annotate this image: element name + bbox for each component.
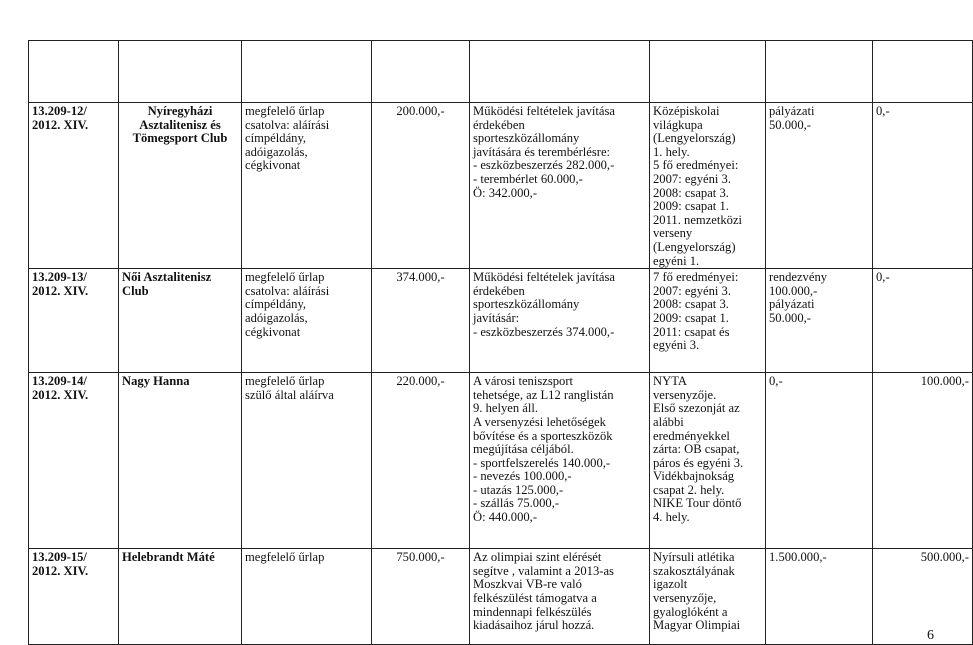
applicant-name: Női Asztalitenisz Club	[119, 269, 242, 373]
row-id: 13.209-13/ 2012. XIV.	[29, 269, 119, 373]
requested-amount: 374.000,-	[372, 269, 470, 373]
page-number: 6	[927, 628, 934, 643]
requested-amount: 200.000,-	[372, 103, 470, 269]
purpose-cell: A városi teniszsport tehetsége, az L12 ranglistán 9. helyen áll. A versenyzési lehetőségek bővítése és a sporteszközök megújítása céljából. - sportfelszerelés 140.000,- - nevezés 100.000,- - utazás 125.000,- - szállás 75.000,- Ö: 440.000,-	[470, 373, 650, 549]
documents-cell: megfelelő űrlap csatolva: aláírási címpéldány, adóigazolás, cégkivonat	[242, 103, 372, 269]
table-row	[29, 549, 973, 645]
applicant-name: Helebrandt Máté	[119, 549, 242, 645]
grant-table	[28, 40, 973, 645]
results-cell: Középiskolai világkupa (Lengyelország) 1. hely. 5 fő eredményei: 2007: egyéni 3. 2008: csapat 3. 2009: csapat 1. 2011. nemzetközi verseny (Lengyelország) egyéni 1.	[650, 103, 766, 269]
purpose-cell: Az olimpiai szint elérését segítve , valamint a 2013-as Moszkvai VB-re való felkészülést támogatva a mindennapi felkészülés kiadásaihoz járul hozzá.	[470, 549, 650, 645]
requested-amount: 220.000,-	[372, 373, 470, 549]
purpose-cell: Működési feltételek javítása érdekében sporteszközállomány javításár: - eszközbeszerzés 374.000,-	[470, 269, 650, 373]
row-id: 13.209-14/ 2012. XIV.	[29, 373, 119, 549]
support-cell: rendezvény 100.000,- pályázati 50.000,-	[766, 269, 873, 373]
support-cell: 0,-	[766, 373, 873, 549]
results-cell: Nyírsuli atlétika szakosztályának igazolt versenyzője, gyaloglóként a Magyar Olimpiai	[650, 549, 766, 645]
proposal-cell: 100.000,-	[873, 373, 973, 549]
table-row	[29, 373, 973, 549]
results-cell: NYTA versenyzője. Első szezonját az alábbi eredményekkel zárta: OB csapat, páros és egyéni 3. Vidékbajnokság csapat 2. hely. NIKE Tour döntő 4. hely.	[650, 373, 766, 549]
proposal-cell: 0,-	[873, 103, 973, 269]
support-cell: pályázati 50.000,-	[766, 103, 873, 269]
table-header-row	[29, 41, 973, 103]
table-row	[29, 269, 973, 373]
documents-cell: megfelelő űrlap	[242, 549, 372, 645]
row-id: 13.209-12/ 2012. XIV.	[29, 103, 119, 269]
requested-amount: 750.000,-	[372, 549, 470, 645]
documents-cell: megfelelő űrlap szülő által aláírva	[242, 373, 372, 549]
results-cell: 7 fő eredményei: 2007: egyéni 3. 2008: csapat 3. 2009: csapat 1. 2011: csapat és egyéni 3.	[650, 269, 766, 373]
table-row	[29, 103, 973, 269]
applicant-name: Nyíregyházi Asztalitenisz és Tömegsport Club	[119, 103, 242, 269]
purpose-cell: Működési feltételek javítása érdekében sporteszközállomány javítására és terembérlésre: - eszközbeszerzés 282.000,- - terembérlet 60.000,- Ö: 342.000,-	[470, 103, 650, 269]
row-id: 13.209-15/ 2012. XIV.	[29, 549, 119, 645]
applicant-name: Nagy Hanna	[119, 373, 242, 549]
proposal-cell: 500.000,-	[873, 549, 973, 645]
proposal-cell: 0,-	[873, 269, 973, 373]
support-cell: 1.500.000,-	[766, 549, 873, 645]
documents-cell: megfelelő űrlap csatolva: aláírási címpéldány, adóigazolás, cégkivonat	[242, 269, 372, 373]
